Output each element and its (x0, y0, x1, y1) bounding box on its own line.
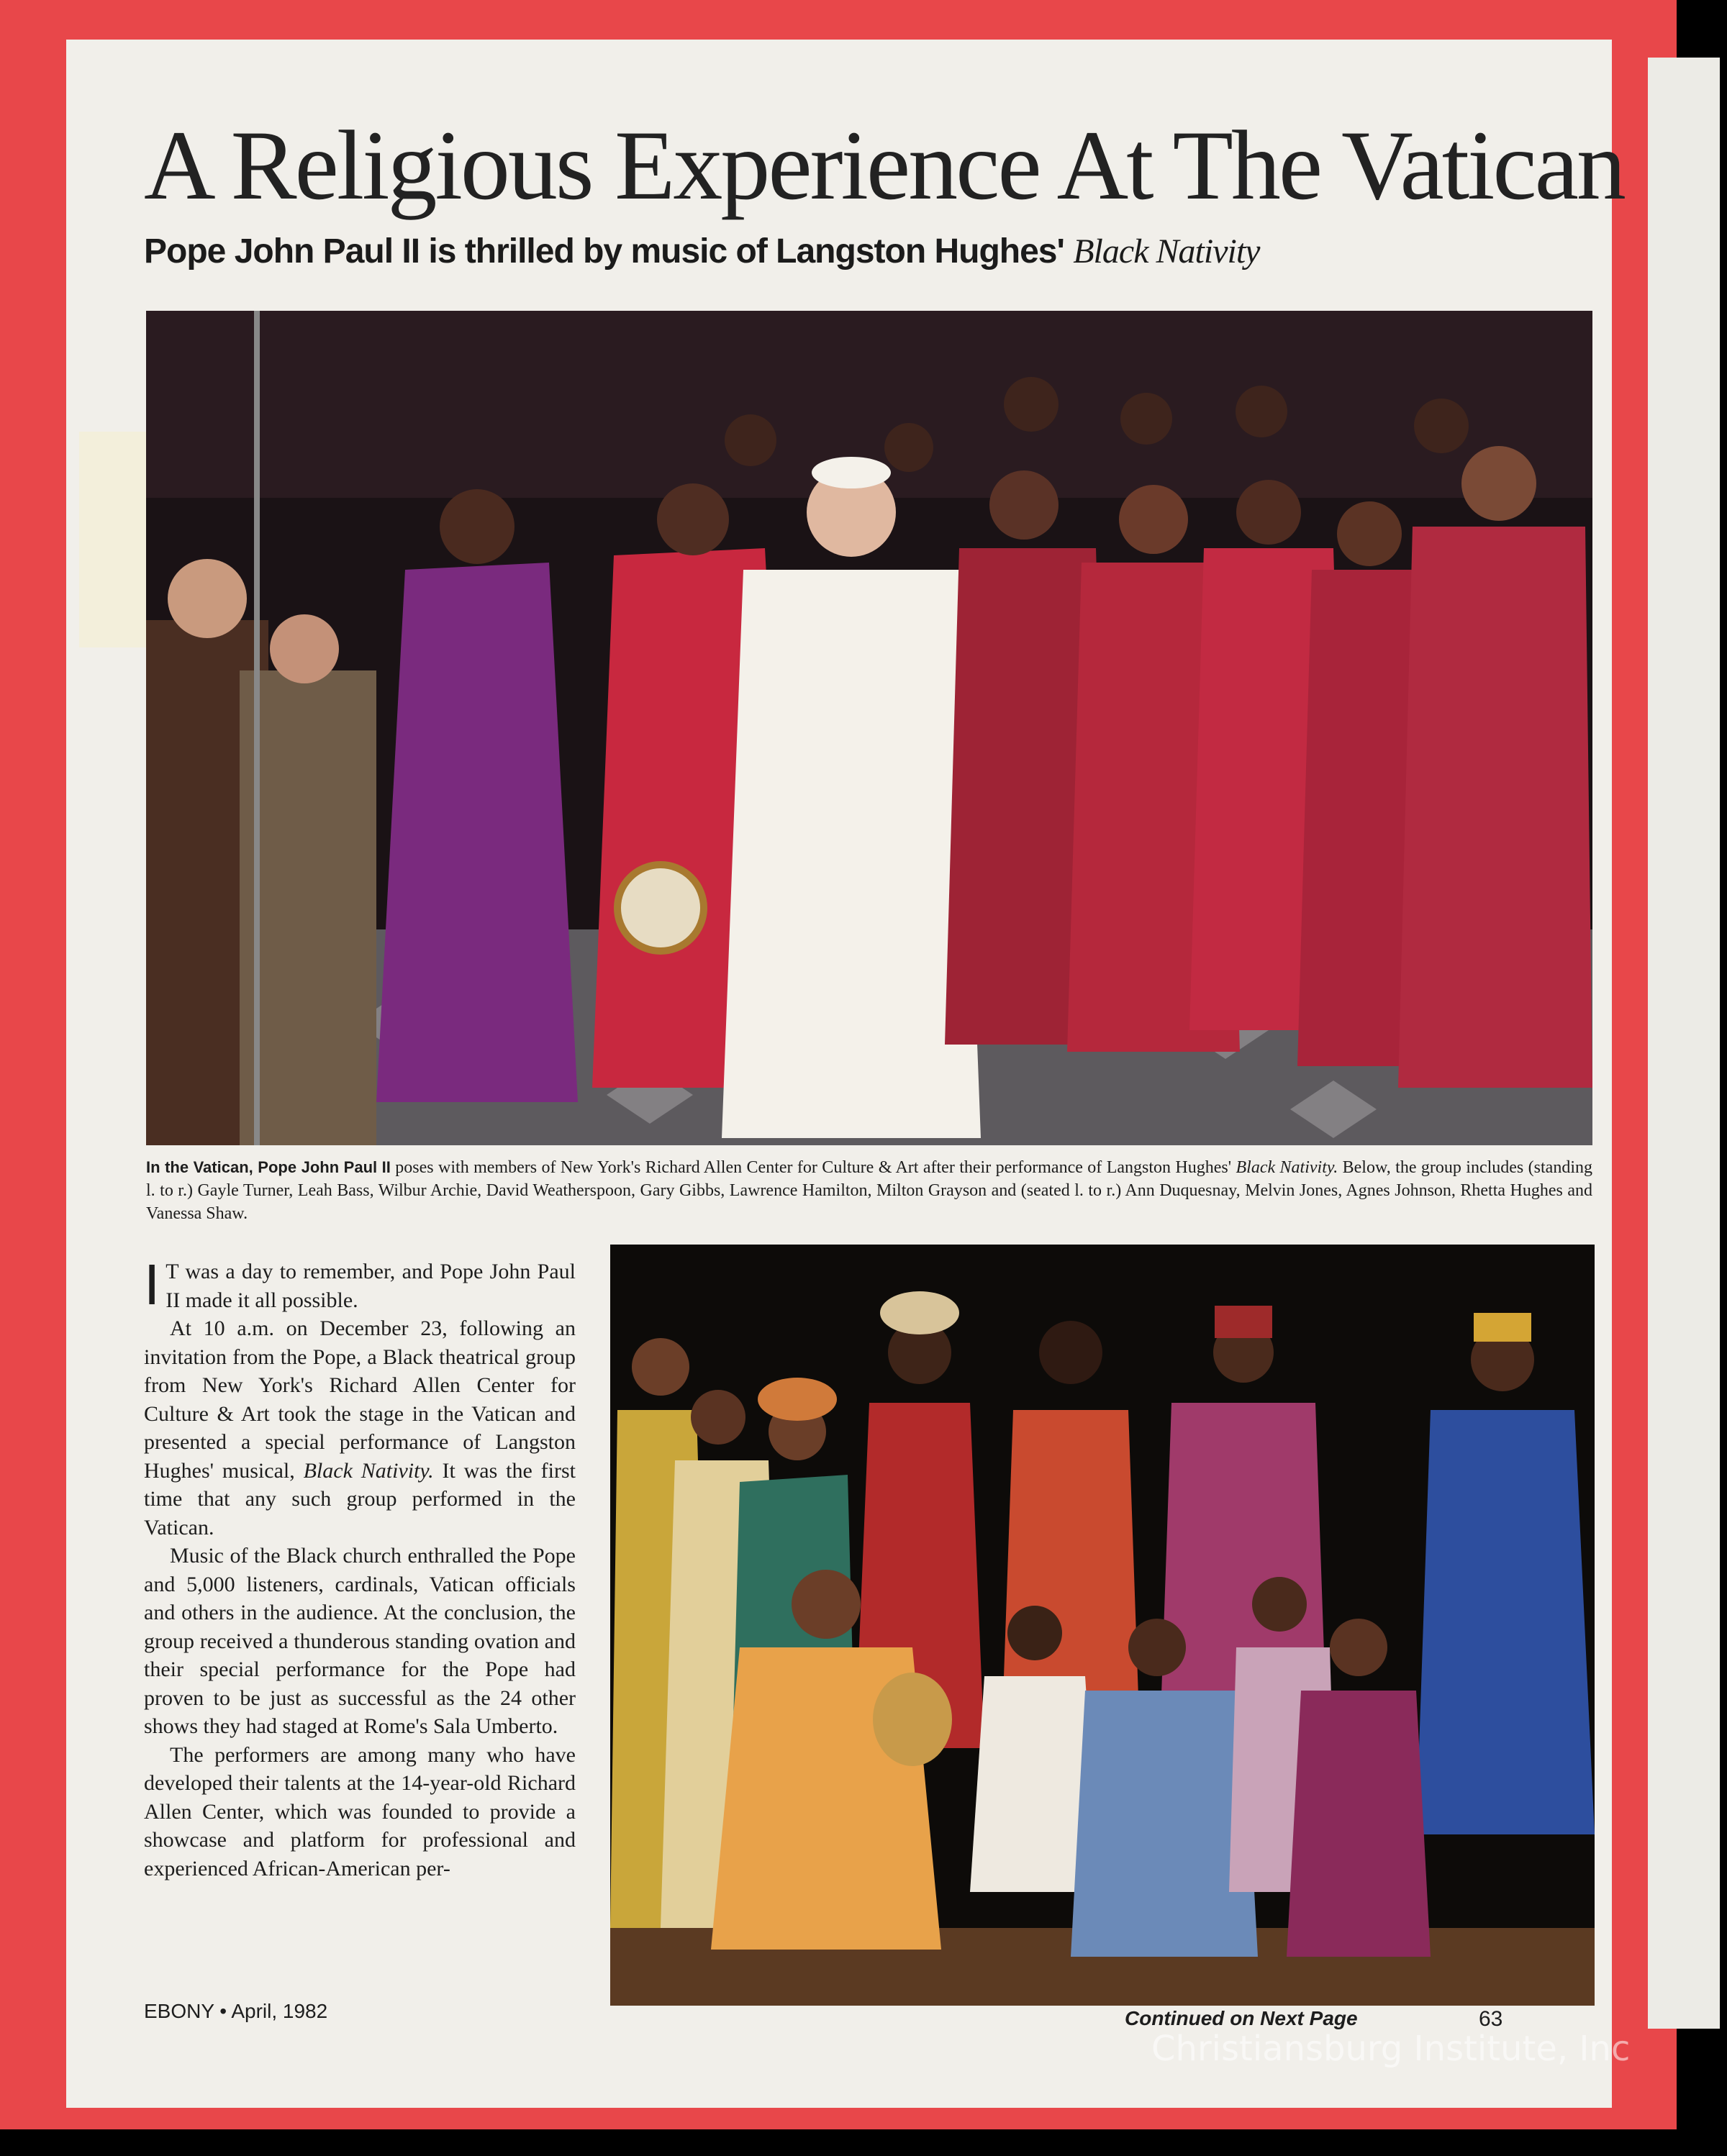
caption-text-1: poses with members of New York's Richard Allen Center for Culture & Art after their performance of Langston Hughes' (390, 1158, 1236, 1177)
photo-caption (146, 1156, 1592, 1225)
subhead-text: Pope John Paul II is thrilled by music of Langston Hughes' (144, 232, 1074, 270)
paragraph-2-italic: Black Nativity. (303, 1458, 434, 1483)
paragraph-1-text: T was a day to remember, and Pope John Paul II made it all possible. (166, 1260, 576, 1312)
paragraph-1 (144, 1252, 576, 1316)
photo-pope-with-choir (146, 311, 1592, 1145)
photo-nativity-cast-illustration (610, 1245, 1595, 2006)
drop-cap: I (144, 1252, 160, 1316)
page-number: 63 (1479, 2007, 1503, 2031)
article-headline: A Religious Experience At The Vatican (144, 110, 1624, 220)
photo-pope-with-choir-illustration (146, 311, 1592, 1145)
magazine-footer: EBONY • April, 1982 (144, 2000, 328, 2022)
tape-strip (79, 432, 148, 647)
article-subhead (144, 232, 1511, 271)
caption-text-2: Below, the group includes (standing l. to r.) Gayle Turner, Leah Bass, Wilbur Archie, David Weatherspoon, Gary Gibbs, Lawrence Hamilton, Milton Grayson and (seated l. to r.) Ann Duquesnay, Melvin Jones, Agnes Johnson, Rhetta Hughes and Vanessa Shaw. (146, 1158, 1592, 1223)
caption-italic: Black Nativity. (1236, 1158, 1338, 1177)
article-body (144, 1252, 576, 1883)
paragraph-2 (144, 1314, 576, 1542)
paragraph-4: The performers are among many who have developed their talents at the 14-year-old Richard Allen Center, which was founded to provide a showcase and platform for professional and experienced African-American per- (144, 1742, 576, 1880)
continued-note: Continued on Next Page (1125, 2007, 1358, 2029)
back-page-edge (1648, 58, 1720, 2029)
subhead-italic-title: Black Nativity (1073, 232, 1260, 270)
caption-lead: In the Vatican, Pope John Paul II (146, 1158, 391, 1176)
paragraph-3: Music of the Black church enthralled the Pope and 5,000 listeners, cardinals, Vatican officials and others in the audience. At the conclusion, the group received a thunderous standing ovation and their special performance for the Pope had proven to be just as successful as the 24 other shows they had staged at Rome's Sala Umberto. (144, 1544, 576, 1738)
watermark: Christiansburg Institute, Inc (1151, 2029, 1631, 2069)
paragraph-2b: It was the first time that any such group performed in the Vatican. (144, 1458, 576, 1539)
photo-nativity-cast (610, 1245, 1595, 2006)
paragraph-2a: At 10 a.m. on December 23, following an invitation from the Pope, a Black theatrical group from New York's Richard Allen Center for Culture & Art took the stage in the Vatican and presented a special performance of Langston Hughes' musical, (144, 1316, 576, 1483)
